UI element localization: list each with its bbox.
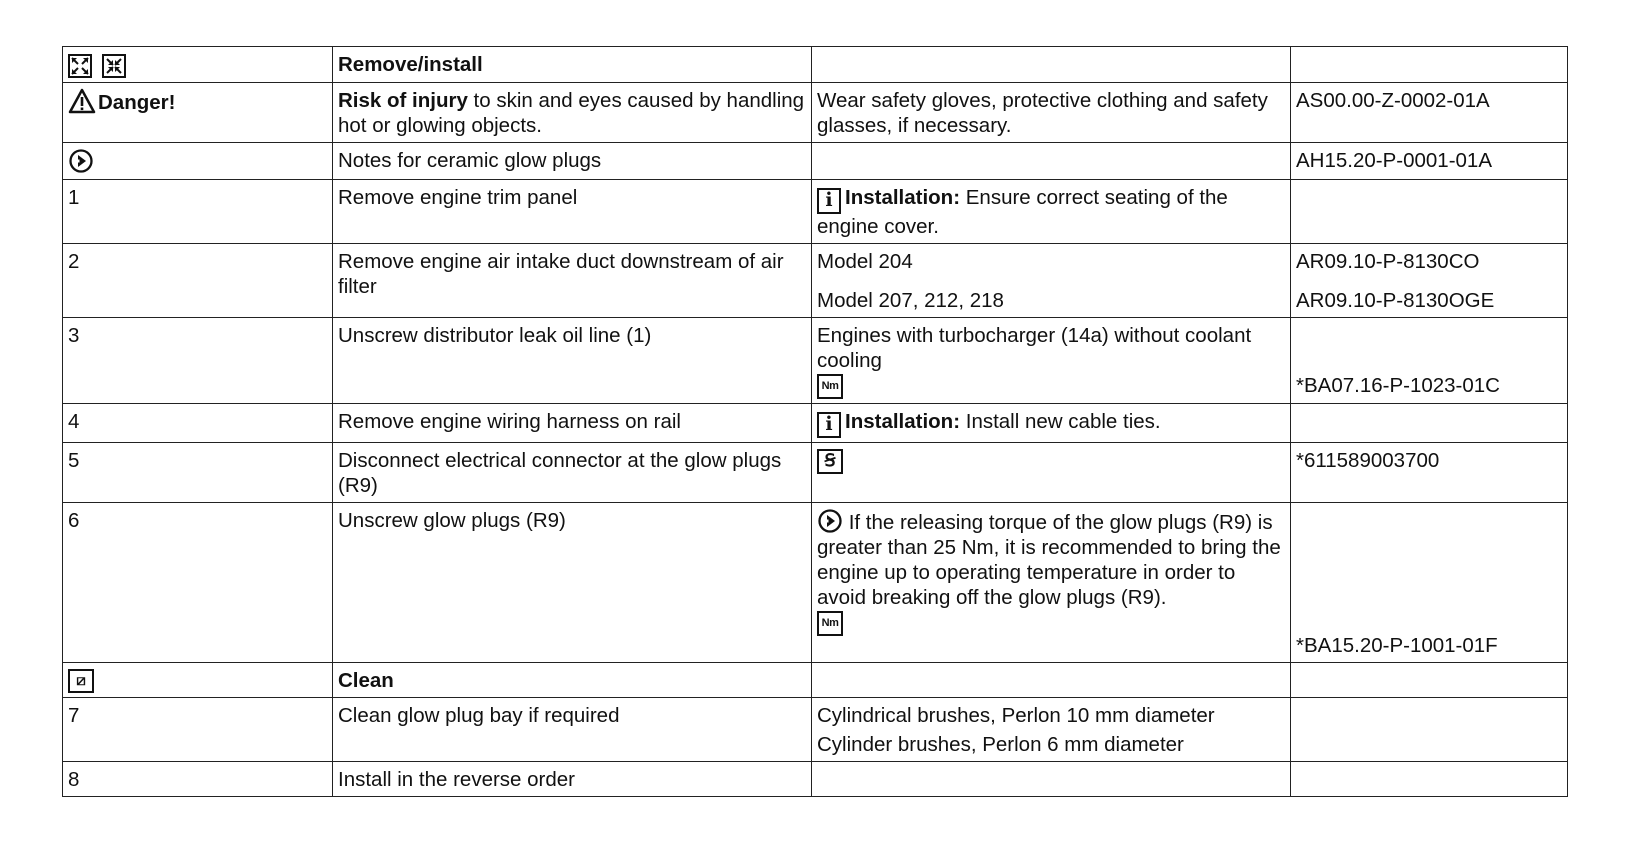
notes-ref[interactable]: AH15.20-P-0001-01A xyxy=(1291,142,1568,179)
note-circle-icon xyxy=(68,151,94,174)
table-row-danger xyxy=(63,82,1568,142)
table-row: 6 Unscrew glow plugs (R9) If the releasing torque of the glow plugs (R9) is greater than 25 Nm, it is recommended to bring the engine up to operating temperature in order to avoid breaking off the glow plugs (R9). Nm *BA15.20-P-1001-01F xyxy=(63,502,1568,662)
remove-icon xyxy=(68,54,92,78)
torque-ref[interactable]: *BA15.20-P-1001-01F xyxy=(1296,633,1498,657)
torque-icon: Nm xyxy=(817,374,843,399)
table-row-header xyxy=(63,47,1568,83)
step-text: Unscrew distributor leak oil line (1) xyxy=(333,317,812,403)
model-207: Model 207, 212, 218 xyxy=(817,288,1004,312)
step-text: Remove engine air intake duct downstream of air filter xyxy=(333,243,812,317)
step-number: 8 xyxy=(63,762,333,797)
step-number: 1 xyxy=(63,179,333,243)
table-row xyxy=(63,243,1568,317)
section-title: Remove/install xyxy=(333,47,812,83)
install-icon xyxy=(102,54,126,78)
danger-ref[interactable]: AS00.00-Z-0002-01A xyxy=(1291,82,1568,142)
step-text: Remove engine trim panel xyxy=(333,179,812,243)
step-text: Clean glow plug bay if required xyxy=(333,698,812,762)
risk-heading: Risk of injury xyxy=(338,88,468,112)
danger-label: Danger! xyxy=(98,90,176,114)
torque-ref[interactable]: *BA07.16-P-1023-01C xyxy=(1296,373,1500,397)
special-tool-icon: Ꞩ xyxy=(817,449,843,474)
info-icon: i xyxy=(817,188,841,214)
table-row xyxy=(63,762,1568,797)
torque-icon: Nm xyxy=(817,611,843,636)
tool-ref[interactable]: *611589003700 xyxy=(1291,442,1568,502)
warning-triangle-icon xyxy=(68,91,98,114)
ref-model-204[interactable]: AR09.10-P-8130CO xyxy=(1296,249,1480,273)
step-number: 5 xyxy=(63,442,333,502)
info-icon: i xyxy=(817,412,841,438)
cell-icons xyxy=(63,47,333,83)
table-row-clean xyxy=(63,662,1568,698)
step-number: 2 xyxy=(63,243,333,317)
table-row xyxy=(63,442,1568,502)
step-text: Unscrew glow plugs (R9) xyxy=(333,502,812,662)
notes-text: Notes for ceramic glow plugs xyxy=(333,142,812,179)
step-number: 4 xyxy=(63,403,333,442)
table-row: 7 Clean glow plug bay if required Cylindrical brushes, Perlon 10 mm diameter Cylinder brushes, Perlon 6 mm diameter xyxy=(63,698,1568,762)
step-number: 6 xyxy=(63,502,333,662)
table-row: 4 Remove engine wiring harness on rail i Installation: Install new cable ties. xyxy=(63,403,1568,442)
step-text: Install in the reverse order xyxy=(333,762,812,797)
step-text: Disconnect electrical connector at the glow plugs (R9) xyxy=(333,442,812,502)
ref-model-207[interactable]: AR09.10-P-8130OGE xyxy=(1296,288,1495,312)
clean-icon: ⧄ xyxy=(68,669,94,693)
step-number: 3 xyxy=(63,317,333,403)
step-text: Remove engine wiring harness on rail xyxy=(333,403,812,442)
model-204: Model 204 xyxy=(817,249,913,273)
table-row-notes xyxy=(63,142,1568,179)
procedure-table xyxy=(62,46,1568,797)
section-title: Clean xyxy=(333,662,812,698)
note-circle-icon xyxy=(817,511,843,534)
table-row: 1 Remove engine trim panel i Installation: Ensure correct seating of the engine cover. xyxy=(63,179,1568,243)
step-number: 7 xyxy=(63,698,333,762)
table-row: 3 Unscrew distributor leak oil line (1) Engines with turbocharger (14a) without coolant cooling Nm *BA07.16-P-1023-01C xyxy=(63,317,1568,403)
safety-measure: Wear safety gloves, protective clothing and safety glasses, if necessary. xyxy=(812,82,1291,142)
risk-text: to skin and eyes caused by handling hot or glowing objects. xyxy=(338,88,805,137)
